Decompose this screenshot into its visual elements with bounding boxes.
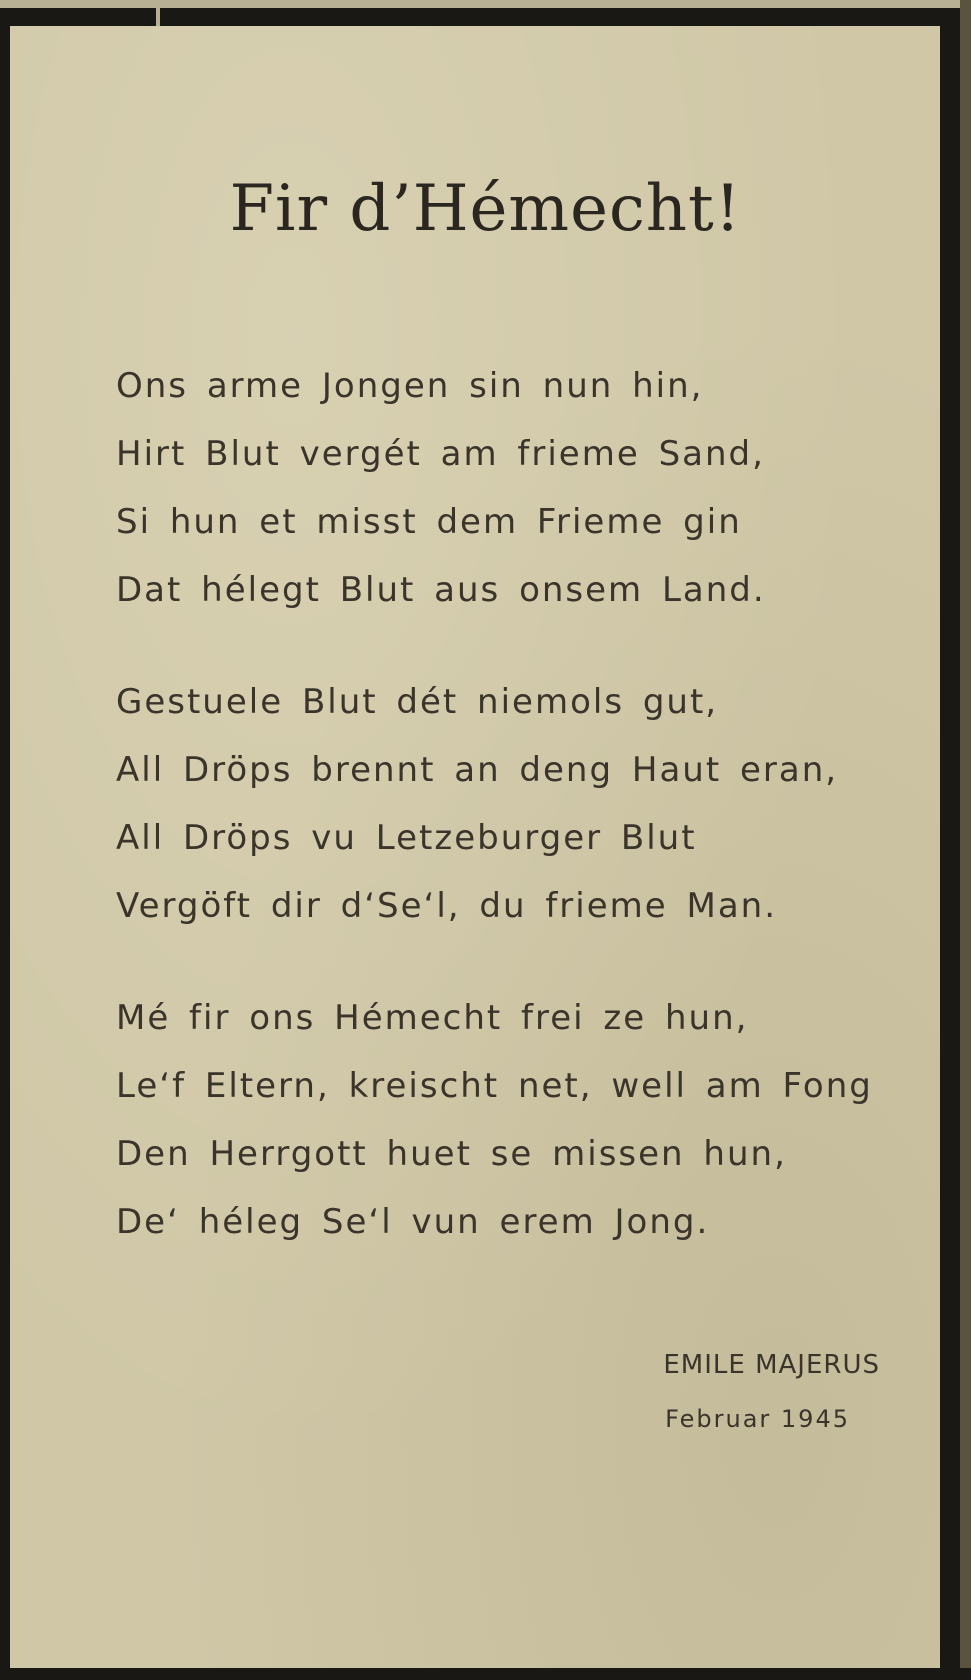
border-top-gap (0, 0, 971, 8)
poem-line: Le‘f Eltern, kreischt net, well am Fong (116, 1066, 873, 1106)
poem-line: Mé fir ons Hémecht frei ze hun, (116, 998, 749, 1038)
border-right-edge (960, 0, 971, 1680)
border-top-notch (156, 6, 160, 26)
stanza-2 (116, 668, 936, 940)
poem-title: Fir d’Hémecht! (229, 172, 742, 246)
poem-line: Si hun et misst dem Frieme gin (116, 502, 742, 542)
border-right (940, 20, 960, 1680)
poem-line: Dat hélegt Blut aus onsem Land. (116, 570, 766, 610)
poem-line: Den Herrgott huet se missen hun, (116, 1134, 787, 1174)
poem-line: Ons arme Jongen sin nun hin, (116, 366, 704, 406)
author-name: EMILE MAJERUS (663, 1350, 880, 1380)
poem-line: De‘ héleg Se‘l vun erem Jong. (116, 1202, 710, 1242)
poem-line: All Dröps brennt an deng Haut eran, (116, 750, 839, 790)
poem-line: Vergöft dir d‘Se‘l, du frieme Man. (116, 886, 778, 926)
poem-line: Hirt Blut vergét am frieme Sand, (116, 434, 765, 474)
poem-line: All Dröps vu Letzeburger Blut (116, 818, 697, 858)
stanza-1 (116, 352, 936, 624)
stanza-3 (116, 984, 936, 1256)
border-left (0, 26, 10, 1680)
poem-line: Gestuele Blut dét niemols gut, (116, 682, 719, 722)
poem-date: Februar 1945 (665, 1405, 850, 1433)
border-bottom (0, 1668, 971, 1680)
poem-body (116, 352, 936, 1300)
